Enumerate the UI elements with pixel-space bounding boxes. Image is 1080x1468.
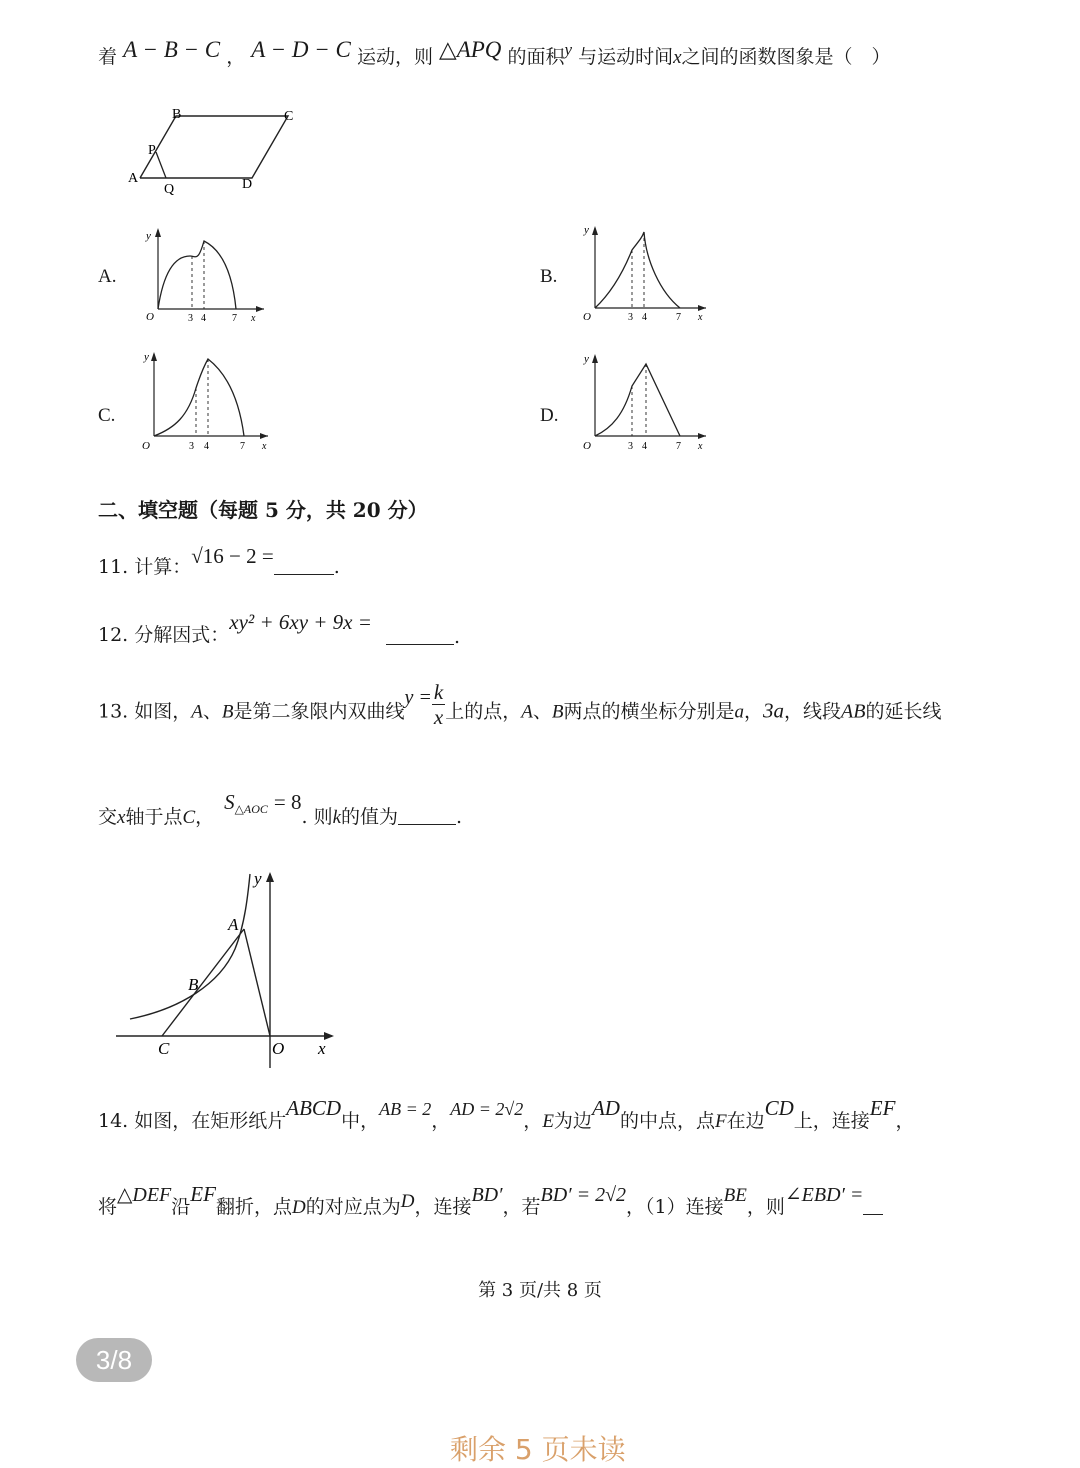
q13-a: a bbox=[734, 701, 744, 723]
q14-l2-b: 沿 bbox=[171, 1196, 191, 1218]
hyp-O: O bbox=[272, 1039, 285, 1058]
q13-frac-lhs: y = bbox=[404, 686, 432, 709]
pt-A: A bbox=[128, 171, 139, 186]
pt-D: D bbox=[242, 177, 253, 192]
parallelogram-figure bbox=[120, 100, 310, 200]
q13-l2-e: 的值为 bbox=[341, 806, 399, 828]
pt-B: B bbox=[172, 107, 182, 122]
q14-BE: BE bbox=[723, 1185, 747, 1206]
q14-l1-d: 的中点，点 bbox=[619, 1110, 715, 1132]
d-tick4: 4 bbox=[642, 441, 647, 452]
q13-text-b: 是第二象限内双曲线 bbox=[233, 700, 405, 723]
q13-k: k bbox=[332, 807, 342, 828]
q13-A: A bbox=[191, 701, 203, 723]
q13-C: C bbox=[182, 807, 196, 828]
q10-mid: 运动，则 bbox=[356, 46, 433, 68]
q11-blank[interactable] bbox=[274, 574, 334, 575]
q13-end: . bbox=[456, 806, 463, 828]
a-tick4: 4 bbox=[201, 313, 206, 324]
pt-Q: Q bbox=[164, 182, 175, 197]
q13-sep: 、 bbox=[202, 700, 222, 723]
a-tick3: 3 bbox=[188, 313, 193, 324]
remaining-pages-link[interactable]: 剩余 5 页未读 bbox=[450, 1433, 626, 1466]
option-a-label[interactable]: A. bbox=[98, 266, 117, 287]
q13-3a: 3a bbox=[763, 698, 784, 723]
q11-num: 11. 计算： bbox=[98, 556, 192, 578]
q13-sub: △AOC bbox=[234, 802, 268, 816]
q13-text-d: 两点的横坐标分别是 bbox=[563, 700, 735, 723]
q14-l2-d: 的对应点为 bbox=[305, 1196, 401, 1218]
hyp-C: C bbox=[158, 1039, 170, 1058]
q10-path2: A − D − C bbox=[251, 37, 351, 62]
q13-line1 bbox=[98, 680, 941, 729]
q13-S: S bbox=[224, 790, 235, 814]
option-a-graph[interactable] bbox=[140, 224, 270, 324]
q11-end: . bbox=[333, 556, 340, 578]
q13-l2-b: 轴于点 bbox=[125, 806, 183, 828]
q10-x: x bbox=[673, 47, 682, 68]
q14-E: E bbox=[542, 1111, 554, 1132]
q12-end: . bbox=[453, 626, 460, 648]
a-origin: O bbox=[146, 311, 154, 323]
q13-text-e: ，线段 bbox=[784, 700, 842, 723]
a-tick7: 7 bbox=[232, 313, 237, 324]
q14-CD: CD bbox=[764, 1096, 794, 1120]
option-c-graph[interactable] bbox=[140, 346, 275, 456]
q14-ABCD: ABCD bbox=[286, 1096, 342, 1120]
q14-AD: AD bbox=[591, 1096, 620, 1120]
q13-frac-num: k bbox=[433, 680, 444, 704]
q14-l2-c: 翻折，点 bbox=[215, 1196, 292, 1218]
q13-l2-a: 交 bbox=[98, 806, 118, 828]
q14-D: D bbox=[291, 1197, 306, 1218]
q13-text-c: 上的点， bbox=[445, 700, 522, 723]
q14-l2-g: ，（1）连接 bbox=[626, 1196, 724, 1218]
q14-BDp: BD′ bbox=[471, 1184, 503, 1206]
q14-tri: △DEF bbox=[117, 1184, 172, 1206]
q10-path1: A − B − C bbox=[123, 37, 221, 62]
section-heading: 二、填空题（每题 5 分，共 20 分） bbox=[98, 498, 428, 522]
hyp-A: A bbox=[228, 915, 239, 934]
q12-num: 12. 分解因式： bbox=[98, 624, 230, 646]
option-d-label[interactable]: D. bbox=[540, 405, 559, 426]
q13-B: B bbox=[221, 701, 234, 723]
q13-line2 bbox=[98, 792, 462, 827]
q14-num: 14. 如图，在矩形纸片 bbox=[98, 1110, 287, 1132]
q14-EF: EF bbox=[869, 1096, 896, 1120]
q14-bd: BD′ = 2√2 bbox=[540, 1184, 627, 1206]
q14-l2-f: ，若 bbox=[502, 1196, 541, 1218]
pt-P: P bbox=[148, 143, 156, 158]
q13-blank[interactable] bbox=[398, 824, 456, 825]
b-tick3: 3 bbox=[628, 312, 633, 323]
q13-eq: = 8 bbox=[273, 790, 302, 814]
q14-l1-c: 为边 bbox=[553, 1110, 592, 1132]
q13-l2-d: . 则 bbox=[301, 806, 333, 828]
q14-l2-a: 将 bbox=[98, 1196, 118, 1218]
b-tick7: 7 bbox=[676, 312, 681, 323]
c-origin: O bbox=[142, 440, 150, 452]
d-ylabel: y bbox=[584, 353, 589, 365]
page-footer: 第 3 页/共 8 页 bbox=[478, 1280, 602, 1301]
q13-AB: AB bbox=[841, 700, 866, 723]
q14-EF2: EF bbox=[190, 1182, 216, 1206]
q12 bbox=[98, 612, 460, 647]
q13-num: 13. 如图， bbox=[98, 700, 192, 723]
q10-line bbox=[98, 38, 891, 67]
b-tick4: 4 bbox=[642, 312, 647, 323]
d-xlabel: x bbox=[698, 441, 703, 452]
c-tick3: 3 bbox=[189, 441, 194, 452]
a-ylabel: y bbox=[146, 230, 151, 242]
hyp-y: y bbox=[254, 869, 262, 888]
q10-triangle: △APQ bbox=[439, 37, 502, 62]
b-origin: O bbox=[583, 311, 591, 323]
q14-c2: ， bbox=[523, 1110, 543, 1132]
c-ylabel: y bbox=[144, 351, 149, 363]
d-tick3: 3 bbox=[628, 441, 633, 452]
c-tick4: 4 bbox=[204, 441, 209, 452]
q14-l1-b: 中， bbox=[341, 1110, 380, 1132]
q12-blank[interactable] bbox=[386, 644, 454, 645]
b-ylabel: y bbox=[584, 224, 589, 236]
q14-l2-e: ，连接 bbox=[414, 1196, 472, 1218]
q14-ab: AB = 2 bbox=[379, 1099, 432, 1119]
q14-l2-h: ，则 bbox=[746, 1196, 785, 1218]
option-d-graph[interactable] bbox=[580, 348, 710, 456]
q14-l1-f: 上，连接 bbox=[793, 1110, 870, 1132]
q12-expr: xy² + 6xy + 9x = bbox=[229, 610, 372, 634]
q13-x: x bbox=[117, 807, 126, 828]
q10-comma: ， bbox=[226, 46, 246, 68]
a-xlabel: x bbox=[251, 313, 256, 324]
q10-post2: 之间的函数图象是（ ） bbox=[681, 46, 891, 68]
c-xlabel: x bbox=[262, 441, 267, 452]
q14-line2 bbox=[98, 1184, 883, 1217]
q14-l1-e: 在边 bbox=[726, 1110, 765, 1132]
page-indicator-badge[interactable]: 3/8 bbox=[76, 1338, 152, 1382]
q13-A2: A bbox=[521, 701, 533, 723]
c-tick7: 7 bbox=[240, 441, 245, 452]
hyp-x: x bbox=[318, 1039, 326, 1058]
option-b-label[interactable]: B. bbox=[540, 266, 558, 287]
hyp-B: B bbox=[188, 975, 199, 994]
q13-B2: B bbox=[551, 701, 564, 723]
q11-expr: √16 − 2 = bbox=[191, 544, 274, 568]
q14-blank[interactable] bbox=[863, 1214, 883, 1215]
option-c-label[interactable]: C. bbox=[98, 405, 116, 426]
q10-pre: 着 bbox=[98, 46, 118, 68]
q14-c1: ， bbox=[431, 1110, 451, 1132]
pt-C: C bbox=[284, 109, 294, 124]
q13-sep2: 、 bbox=[532, 700, 552, 723]
q14-line1 bbox=[98, 1098, 914, 1131]
q13-comma: ， bbox=[743, 700, 763, 723]
q14-F: F bbox=[714, 1111, 727, 1132]
q13-fraction bbox=[432, 680, 445, 729]
d-tick7: 7 bbox=[676, 441, 681, 452]
hyperbola-figure bbox=[110, 864, 340, 1070]
q14-c3: ， bbox=[895, 1110, 915, 1132]
q14-angle: ∠EBD′ = bbox=[784, 1184, 864, 1206]
q11 bbox=[98, 546, 340, 577]
q13-text-f: 的延长线 bbox=[865, 700, 942, 723]
q14-ad: AD = 2√2 bbox=[450, 1099, 524, 1119]
q10-area: 的面积 bbox=[507, 46, 565, 68]
b-xlabel: x bbox=[698, 312, 703, 323]
d-origin: O bbox=[583, 440, 591, 452]
q10-y: y bbox=[564, 40, 573, 59]
q14-Dprime: D bbox=[400, 1191, 415, 1212]
q13-l2-c: ， bbox=[195, 806, 215, 828]
q10-post: 与运动时间 bbox=[578, 46, 674, 68]
q13-frac-den: x bbox=[433, 705, 444, 730]
option-b-graph[interactable] bbox=[580, 220, 710, 324]
